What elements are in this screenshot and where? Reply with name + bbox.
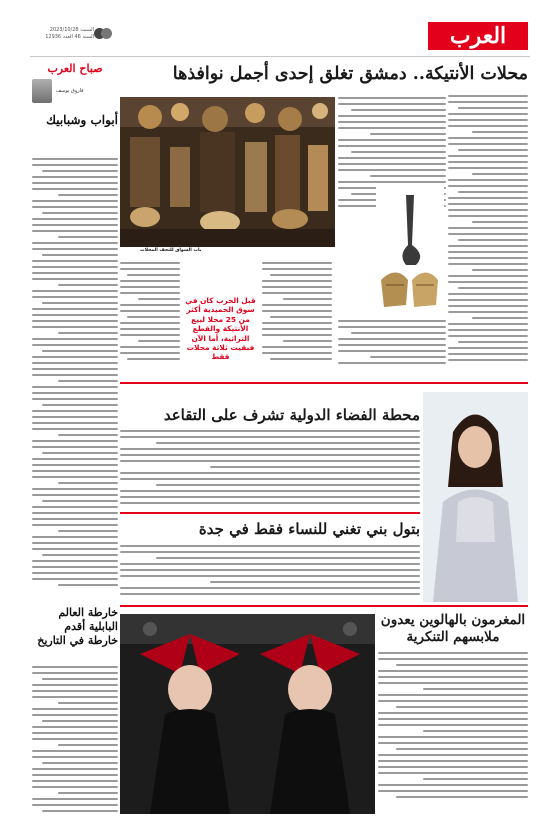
main-photo-caption: باب السواق للتحف المحلات — [140, 248, 202, 253]
left-column — [32, 58, 118, 818]
main-headline: محلات الأنتيكة.. دمشق تغلق إحدى أجمل نوافذها — [172, 64, 528, 84]
issue-info — [34, 27, 94, 41]
main-story-body-right — [448, 95, 528, 380]
story4-headline: المغرمون بالهالوين يعدون ملابسهم التنكرية — [380, 612, 526, 645]
story2-headline: محطة الفضاء الدولية تشرف على التقاعد — [163, 406, 420, 424]
column-author — [32, 79, 118, 103]
halloween-costume-photo — [120, 614, 375, 814]
main-pullquote: قبل الحرب كان في سوق الحميدية أكثر من 25 محلا لبيع الأنتيكة والقطع التراثية، أما الآن فبقيت ثلاثة محلات فقط — [185, 296, 256, 362]
main-story-body-bottom-1 — [120, 262, 180, 368]
story4-body — [378, 652, 528, 810]
column-article2-title: خارطة العالم البابلية أقدم خارطة في التاريخ — [37, 606, 118, 647]
masthead-logo: العرب — [428, 22, 528, 50]
singer-portrait-photo — [423, 392, 528, 602]
main-story-body-bottom-3 — [338, 320, 446, 370]
column-article-title: أبواب وشبابيك — [46, 113, 118, 127]
antique-shop-illustration — [120, 97, 335, 247]
header-divider — [30, 56, 530, 57]
halloween-costumes-illustration — [120, 614, 375, 814]
author-name: فاروق يوسف — [56, 88, 84, 94]
column-article-body — [32, 158, 118, 598]
main-story-body-bottom-2 — [262, 262, 332, 368]
issue-number: السنة 46 العدد 12936 — [45, 34, 94, 40]
main-story-photo — [120, 97, 335, 247]
author-avatar — [32, 79, 52, 103]
singer-portrait-illustration — [423, 392, 528, 602]
publisher-logo-icon — [94, 27, 112, 41]
story2-divider — [120, 382, 528, 384]
story4-divider — [120, 605, 528, 607]
story3-divider — [120, 512, 420, 514]
dagger-and-slippers-photo — [376, 185, 444, 317]
story3-body — [120, 545, 420, 605]
column-section-title: صباح العرب — [47, 62, 103, 75]
issue-date: السبت 2023/10/28 — [49, 27, 94, 33]
column-article2-body — [32, 666, 118, 816]
story2-body — [120, 430, 420, 512]
dagger-slippers-illustration — [376, 185, 444, 317]
story3-headline: بتول بني تغني للنساء فقط في جدة — [198, 520, 420, 538]
